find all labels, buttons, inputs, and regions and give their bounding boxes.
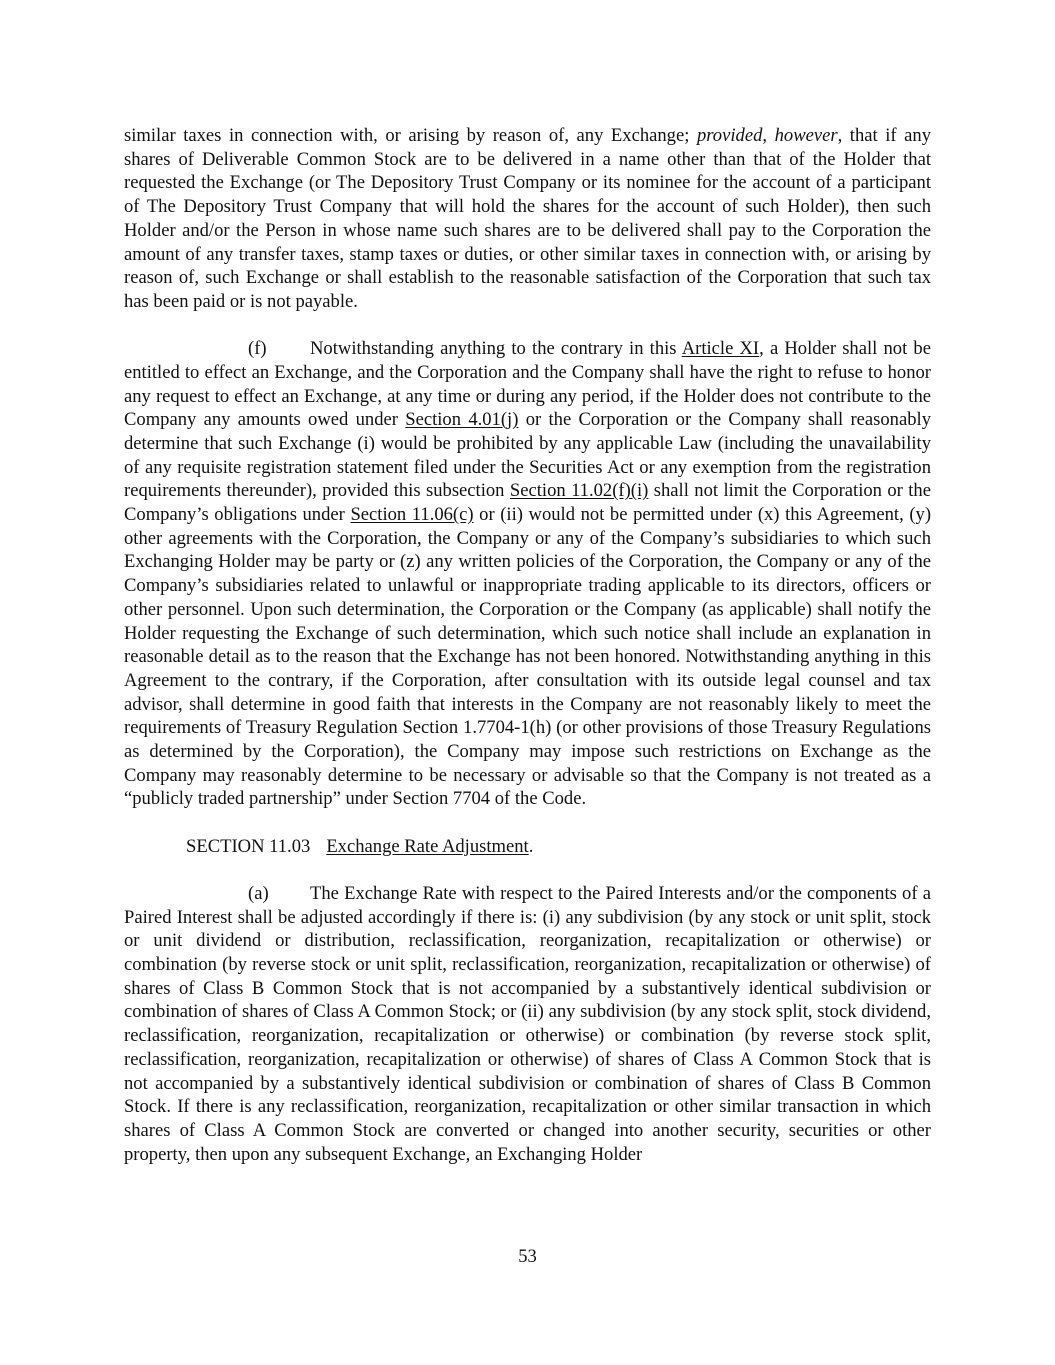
ref-section-11-02-f-i[interactable]: Section 11.02(f)(i) — [509, 480, 649, 502]
document-page — [124, 124, 931, 1166]
paragraph-a: (a) The Exchange Rate with respect to the Paired Interests and/or the components of a Paired Interest shall be adjusted accordingly if there is: (i) any subdivision (by any stock or unit split, stock or unit dividend or distribution, reclassification, reorganization, recapitalization or otherwise) or combination (by reverse stock or unit split, reclassification, reorganization, recapitalization or otherwise) of shares of Class B Common Stock that is not accompanied by a substantively identical subdivision or combination of shares of Class A Common Stock; or (ii) any subdivision (by any stock split, stock dividend, reclassification, reorganization, recapitalization or otherwise) or combination (by reverse stock split, reclassification, reorganization, recapitalization or otherwise) of shares of Class A Common Stock that is not accompanied by a substantively identical subdivision or combination of shares of Class B Common Stock. If there is any reclassification, reorganization, recapitalization or other similar transaction in which shares of Class A Common Stock are converted or changed into another security, securities or other property, then upon any subsequent Exchange, an Exchanging Holder — [124, 882, 931, 1165]
ref-section-11-06-c[interactable]: Section 11.06(c) — [350, 504, 474, 526]
paragraph-e-continuation: similar taxes in connection with, or arising by reason of, any Exchange; provided, however, that if any shares of Deliverable Common Stock are to be delivered in a name other than that of the Holder that requested the Exchange (or The Depository Trust Company or its nominee for the account of a participant of The Depository Trust Company that will hold the shares for the account of such Holder), then such Holder and/or the Person in whose name such shares are to be delivered shall pay to the Corporation the amount of any transfer taxes, stamp taxes or duties, or other similar taxes in connection with, or arising by reason of, such Exchange or shall establish to the reasonable satisfaction of the Corporation that such tax has been paid or is not payable. — [124, 125, 932, 312]
paragraph-a-label: (a) — [248, 882, 269, 904]
page-number: 53 — [518, 1246, 537, 1267]
section-number: SECTION 11.03 — [186, 835, 311, 857]
ref-article-xi[interactable]: Article XI — [681, 338, 760, 360]
section-heading: SECTION 11.03 Exchange Rate Adjustment. — [186, 835, 534, 857]
paragraph-f-label: (f) — [248, 338, 267, 360]
paragraph-f: (f) Notwithstanding anything to the contrary in this Article XI, a Holder shall not be entitled to effect an Exchange, and the Corporation and the Company shall have the right to refuse to honor any request to effect an Exchange, at any time or during any period, if the Holder does not contribute to the Company any amounts owed under Section 4.01(j) or the Corporation or the Company shall reasonably determine that such Exchange (i) would be prohibited by any applicable Law (including the unavailability of any requisite registration statement filed under the Securities Act or any exemption from the registration requirements thereunder), provided this subsection Section 11.02(f)(i) shall not limit the Corporation or the Company’s obligations under Section 11.06(c) or (ii) would not be permitted under (x) this Agreement, (y) other agreements with the Corporation, the Company or any of the Company’s subsidiaries to which such Exchanging Holder may be party or (z) any written policies of the Corporation, the Company or any of the Company’s subsidiaries related to unlawful or inappropriate trading applicable to its directors, officers or other personnel. Upon such determination, the Corporation or the Company (as applicable) shall notify the Holder requesting the Exchange of such determination, which such notice shall include an explanation in reasonable detail as to the reason that the Exchange has not been honored. Notwithstanding anything in this Agreement to the contrary, if the Corporation, after consultation with its outside legal counsel and tax advisor, shall determine in good faith that interests in the Company are not reasonably likely to meet the requirements of Treasury Regulation Section 1.7704-1(h) (or other provisions of those Treasury Regulations as determined by the Corporation), the Company may impose such restrictions on Exchange as the Company may reasonably determine to be necessary or advisable so that the Company is not treated as a “publicly traded partnership” under Section 7704 of the Code. — [124, 338, 932, 810]
ref-section-4-01-j[interactable]: Section 4.01(j) — [405, 409, 519, 431]
section-title: Exchange Rate Adjustment — [326, 835, 529, 857]
